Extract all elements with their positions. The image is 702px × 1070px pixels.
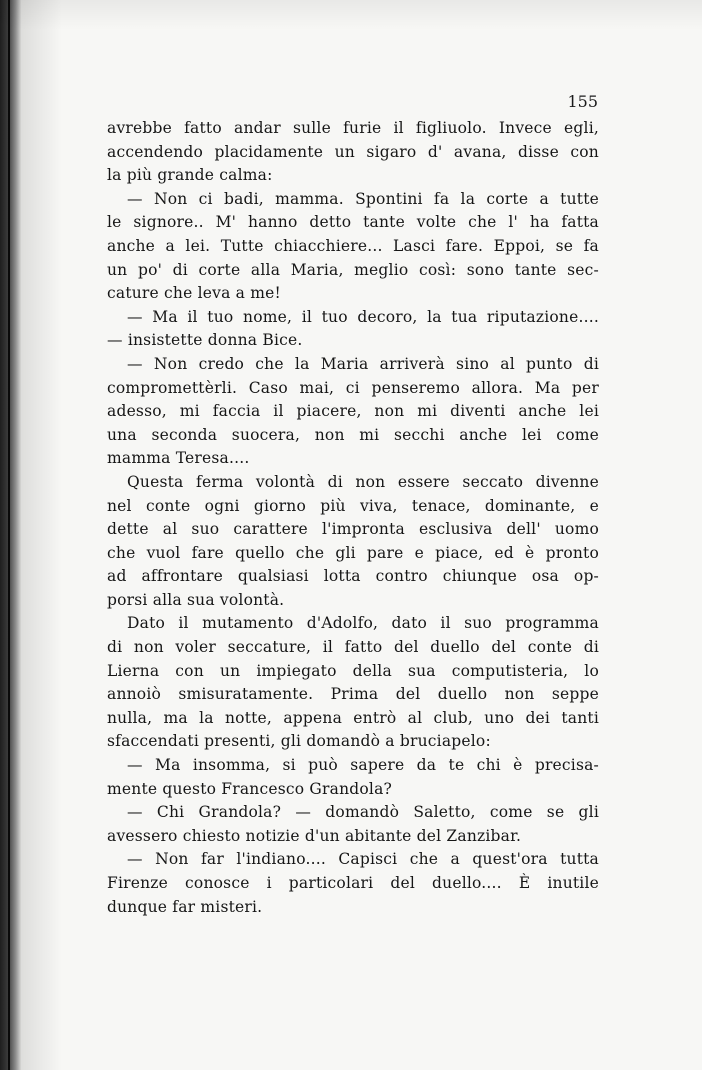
text-line: Questa ferma volontà di non essere seccato divenne [127,472,599,491]
text-line: cature che leva a me! [107,284,281,303]
text-line: di non voler seccature, il fatto del duello del conte di [107,638,599,657]
binding-edge-line [8,0,10,1070]
text-line: — Non far l'indiano.... Capisci che a quest'ora tutta [127,850,599,869]
text-line: accendendo placidamente un sigaro d' avana, disse con [107,142,599,161]
page-number: 155 [567,92,598,111]
text-line: sfaccendati presenti, gli domandò a bruciapelo: [107,732,491,751]
text-line: — Non credo che la Maria arriverà sino al punto di [127,354,599,373]
text-line: ad affrontare qualsiasi lotta contro chiunque osa op- [107,567,599,586]
book-spine-shadow [0,0,22,1070]
text-line: — Ma insomma, si può sapere da te chi è precisa- [127,756,599,775]
text-line: avrebbe fatto andar sulle furie il figliuolo. Invece egli, [107,119,599,137]
text-line: adesso, mi faccia il piacere, non mi diventi anche lei [107,402,599,421]
text-line: una seconda suocera, non mi secchi anche lei come [107,425,599,444]
text-line: compromettèrli. Caso mai, ci penseremo allora. Ma per [107,378,599,397]
text-line: — Chi Grandola? — domandò Saletto, come se gli [127,803,599,822]
gutter-shade [22,0,62,1070]
text-line: un po' di corte alla Maria, meglio così: sono tante sec- [107,260,599,279]
text-line: — Non ci badi, mamma. Spontini fa la corte a tutte [127,189,599,208]
text-line: Firenze conosce i particolari del duello.... È inutile [107,874,599,892]
text-line: Lierna con un impiegato della sua computisteria, lo [107,661,599,680]
text-line: anche a lei. Tutte chiacchiere... Lasci fare. Eppoi, se fa [107,236,599,255]
text-line: mamma Teresa.... [107,449,250,468]
text-line: annoiò smisuratamente. Prima del duello non seppe [107,685,599,704]
text-line: Dato il mutamento d'Adolfo, dato il suo programma [127,614,599,633]
text-line: nel conte ogni giorno più viva, tenace, dominante, e [107,496,599,515]
text-line: le signore.. M' hanno detto tante volte che l' ha fatta [107,213,599,232]
text-line: dunque far misteri. [107,897,263,916]
text-line: mente questo Francesco Grandola? [107,779,393,798]
text-line: avessero chiesto notizie d'un abitante del Zanzibar. [107,826,522,845]
text-line: che vuol fare quello che gli pare e piace, ed è pronto [107,543,599,562]
text-line: nulla, ma la notte, appena entrò al club, uno dei tanti [107,708,599,727]
body-text [107,117,599,919]
text-line: la più grande calma: [107,166,273,185]
text-line: porsi alla sua volontà. [107,590,285,609]
text-line: dette al suo carattere l'impronta esclusiva dell' uomo [107,520,599,539]
text-line: — Ma il tuo nome, il tuo decoro, la tua riputazione.... [127,307,599,326]
top-edge-shade [0,0,702,30]
text-line: — insistette donna Bice. [107,331,303,350]
